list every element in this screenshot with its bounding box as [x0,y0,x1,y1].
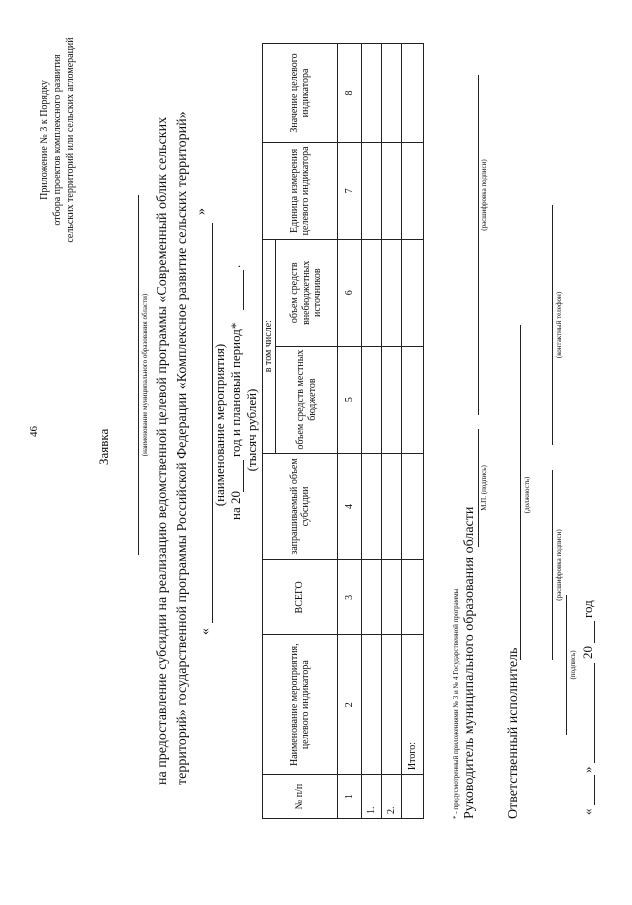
municipality-caption: (наименование муниципального образования области) [141,293,149,457]
index-cell: 8 [338,44,362,143]
table-row [382,44,402,819]
head-stamp-caption: М.П. (подпись) [480,465,488,511]
table-cell [402,775,424,819]
row-number: 1. [362,775,382,819]
header-including: в том числе: [263,239,276,453]
table-cell [362,635,382,775]
signature-line [566,595,567,735]
table-cell [402,239,424,346]
table-cell [382,142,402,239]
table-cell [402,453,424,560]
index-cell: 7 [338,142,362,239]
table-row [362,44,382,819]
header-name: Наименование мероприятия, целевого индикатора [263,635,338,775]
header-unit: Единица измерения целевого индикатора [263,142,338,239]
executor-position-line [520,325,521,660]
appendix-line-1: Приложение № 3 к Порядку [39,80,50,200]
head-decode-caption: (расшифровка подписи) [480,159,488,231]
table-cell [382,635,402,775]
event-open-quote: « [198,628,213,635]
signature-caption: (подпись) [569,650,577,680]
header-num: № п/п [263,775,338,819]
page-number: 46 [28,426,40,437]
table-cell [382,453,402,560]
index-cell: 3 [338,560,362,635]
table-cell [362,44,382,143]
table-cell [362,346,382,453]
table-cell [402,142,424,239]
executor-phone-line [552,205,553,445]
head-stamp-line [478,429,479,547]
table-cell [362,453,382,560]
municipality-line [138,195,139,555]
executor-decode-caption: (расшифровка подписи) [555,529,563,601]
executor-label: Ответственный исполнитель [506,647,521,819]
executor-phone-caption: (контактный телефон) [555,291,563,359]
table-cell [402,44,424,143]
table-cell [402,560,424,635]
footnote: * - предусмотренный приложениями № 3 и № 4 Государственной программы [452,588,460,819]
head-decode-line [478,75,479,415]
table-total-row [402,44,424,819]
index-cell: 6 [338,239,362,346]
appendix-block [38,15,77,265]
table-cell [402,346,424,453]
head-label: Руководитель муниципального образования области [462,506,477,819]
header-requested: запрашиваемый объем субсидии [263,453,338,560]
document-title: Заявка [96,428,111,465]
period-plan-line [243,270,244,310]
table-cell [382,239,402,346]
header-value: Значение целевого индикатора [263,44,338,143]
table-cell [362,239,382,346]
executor-position-caption: (должность) [523,476,531,514]
table-index-row [338,44,362,819]
purpose-line-1: на предоставление субсидии на реализацию ведомственной целевой программы «Современный облик сельских [155,116,170,785]
header-extra: объем средств внебюджетных источников [276,239,338,346]
table-cell [362,560,382,635]
purpose-line-2: территорий» государственной программы Российской Федерации «Комплексное развитие сельских территорий» [175,111,190,785]
date-open-quote: « [580,808,595,815]
row-number: 2. [382,775,402,819]
index-cell: 1 [338,775,362,819]
total-label: Итого: [402,635,424,775]
appendix-line-2: отбора проектов комплексного развития [52,54,63,226]
purpose-text [153,111,193,785]
header-total: ВСЕГО [263,560,338,635]
index-cell: 2 [338,635,362,775]
date-month-line [594,663,595,763]
date-year-prefix: 20 [580,646,595,659]
header-local: объем средств местных бюджетов [276,346,338,453]
date-year-line [594,621,595,643]
period-prefix: на 20 [228,491,243,520]
table-cell [362,142,382,239]
event-close-quote: » [194,208,209,215]
index-cell: 5 [338,346,362,453]
application-table [262,43,424,819]
executor-decode-line [552,470,553,660]
table-cell [382,346,402,453]
date-close-quote: » [580,766,595,773]
appendix-line-3: сельских территорий или сельских агломераций [65,37,76,243]
event-caption: (наименование мероприятия) [212,343,227,507]
table-cell [382,560,402,635]
period-dot: . [228,264,243,268]
date-year-suffix: год [580,600,595,618]
table-cell [382,44,402,143]
period-suffix: год и плановый период* [228,322,243,457]
date-day-line [594,775,595,805]
index-cell: 4 [338,453,362,560]
units-caption: (тысяч рублей) [244,388,259,472]
